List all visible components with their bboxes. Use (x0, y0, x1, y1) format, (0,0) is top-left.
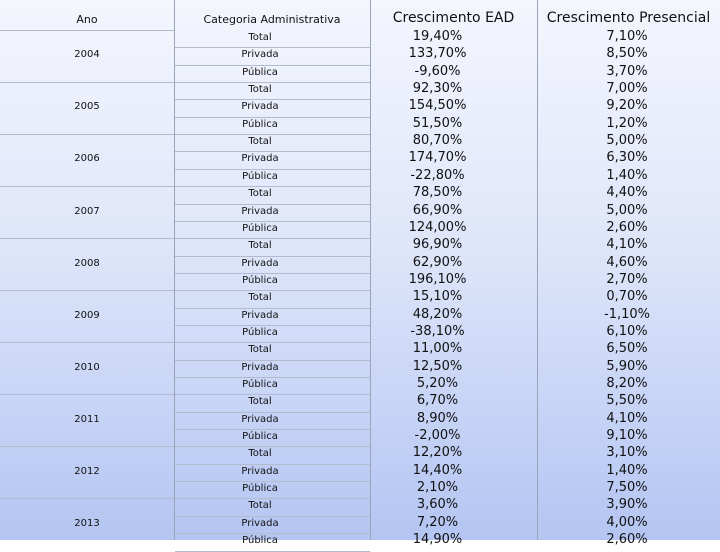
presencial-growth-cell: 0,70% (606, 289, 648, 305)
ead-growth-cell: 7,20% (416, 514, 459, 530)
row-divider (175, 446, 370, 447)
ead-growth-cell: 78,50% (412, 185, 463, 201)
ead-growth-cell: -9,60% (414, 63, 461, 79)
year-cell: 2011 (74, 413, 100, 425)
presencial-growth-cell: 2,70% (606, 271, 648, 287)
row-divider (175, 47, 370, 48)
row-divider (175, 290, 370, 291)
ead-growth-cell: 92,30% (412, 81, 463, 97)
ead-growth-cell: 51,50% (412, 115, 463, 131)
category-cell: Total (248, 240, 272, 252)
presencial-growth-cell: 8,20% (606, 376, 648, 391)
ead-growth-cell: 133,70% (408, 46, 467, 62)
header-crescimento-presencial: Crescimento Presencial (546, 10, 711, 26)
presencial-growth-cell: 4,10% (606, 410, 648, 426)
ead-growth-cell: 19,40% (412, 29, 463, 44)
ead-growth-cell: -38,10% (410, 323, 465, 339)
presencial-growth-cell: 1,40% (606, 167, 648, 183)
ead-growth-cell: 11,00% (412, 341, 463, 357)
year-group-divider (0, 238, 174, 239)
row-divider (175, 204, 370, 205)
year-cell: 2008 (74, 257, 100, 269)
presencial-growth-cell: 4,40% (606, 185, 648, 201)
ead-growth-cell: 124,00% (408, 219, 467, 235)
row-divider (175, 516, 370, 517)
category-cell: Privada (241, 465, 279, 477)
presencial-growth-cell: -1,10% (604, 306, 650, 322)
presencial-growth-cell: 4,00% (606, 514, 648, 530)
row-divider (175, 151, 370, 152)
category-cell: Pública (242, 222, 278, 234)
row-divider (175, 342, 370, 343)
year-cell: 2010 (74, 361, 100, 373)
category-cell: Privada (241, 257, 279, 269)
category-cell: Total (248, 448, 272, 460)
ead-growth-cell: 15,10% (412, 289, 463, 305)
row-divider (175, 325, 370, 326)
ead-growth-cell: 8,90% (416, 410, 459, 426)
category-cell: Pública (242, 431, 278, 443)
category-cell: Privada (241, 413, 279, 425)
category-cell: Pública (242, 326, 278, 338)
category-cell: Pública (242, 118, 278, 130)
presencial-growth-cell: 5,00% (606, 133, 648, 149)
presencial-growth-cell: 4,10% (606, 237, 648, 253)
ead-growth-cell: 96,90% (412, 237, 463, 253)
category-cell: Privada (241, 101, 279, 113)
presencial-growth-cell: 7,50% (606, 480, 648, 496)
year-group-divider (0, 342, 174, 343)
category-cell: Pública (242, 274, 278, 286)
ead-growth-cell: 12,20% (412, 445, 463, 461)
category-cell: Total (248, 292, 272, 304)
year-cell: 2005 (74, 101, 100, 113)
category-cell: Pública (242, 483, 278, 495)
presencial-growth-cell: 6,50% (606, 341, 648, 357)
category-cell: Pública (242, 379, 278, 390)
year-group-divider (0, 290, 174, 291)
row-divider (175, 412, 370, 413)
category-cell: Total (248, 84, 272, 96)
year-cell: 2004 (74, 49, 100, 61)
row-divider (175, 99, 370, 100)
ead-growth-cell: 3,60% (416, 497, 459, 513)
row-divider (175, 551, 370, 552)
ead-growth-cell: 5,20% (416, 376, 459, 391)
year-group-divider (0, 446, 174, 447)
row-divider (175, 360, 370, 361)
ead-growth-cell: 12,50% (412, 358, 463, 374)
year-group-divider (0, 134, 174, 135)
category-cell: Total (248, 396, 272, 408)
row-divider (175, 134, 370, 135)
ead-growth-cell: 174,70% (408, 150, 467, 166)
row-divider (175, 169, 370, 170)
row-divider (175, 186, 370, 187)
category-cell: Pública (242, 170, 278, 182)
row-divider (175, 429, 370, 430)
presencial-growth-cell: 3,70% (606, 63, 648, 79)
year-group-divider (0, 186, 174, 187)
row-divider (175, 117, 370, 118)
ead-growth-cell: 196,10% (408, 271, 467, 287)
presencial-growth-cell: 1,40% (606, 462, 648, 478)
year-cell: 2006 (74, 153, 100, 165)
ead-growth-cell: 6,70% (416, 393, 459, 409)
header-categoria: Categoria Administrativa (203, 13, 341, 26)
row-divider (175, 308, 370, 309)
year-cell: 2007 (74, 205, 100, 217)
year-group-divider (0, 498, 174, 499)
category-cell: Total (248, 136, 272, 148)
presencial-growth-cell: 3,10% (606, 445, 648, 461)
row-divider (175, 533, 370, 534)
category-cell: Privada (241, 49, 279, 61)
row-divider (175, 273, 370, 274)
row-divider (175, 394, 370, 395)
ead-growth-cell: 66,90% (412, 202, 463, 218)
category-cell: Total (248, 344, 272, 356)
presencial-growth-cell: 1,20% (606, 115, 648, 131)
row-divider (175, 498, 370, 499)
year-group-divider (0, 30, 174, 31)
row-divider (175, 65, 370, 66)
presencial-growth-cell: 9,10% (606, 428, 648, 444)
presencial-growth-cell: 8,50% (606, 46, 648, 62)
year-cell: 2012 (74, 465, 100, 477)
ead-growth-cell: 48,20% (412, 306, 463, 322)
presencial-growth-cell: 5,00% (606, 202, 648, 218)
row-divider (175, 82, 370, 83)
category-cell: Privada (241, 205, 279, 217)
ead-growth-cell: 2,10% (416, 480, 459, 496)
row-divider (175, 481, 370, 482)
row-divider (175, 464, 370, 465)
presencial-growth-cell: 9,20% (606, 98, 648, 114)
category-cell: Total (248, 188, 272, 200)
year-group-divider (0, 394, 174, 395)
presencial-growth-cell: 4,60% (606, 254, 648, 270)
category-cell: Privada (241, 309, 279, 321)
category-cell: Privada (241, 153, 279, 165)
row-divider (175, 221, 370, 222)
category-cell: Pública (242, 535, 278, 547)
presencial-growth-cell: 2,60% (606, 532, 648, 548)
ead-growth-cell: -22,80% (410, 167, 465, 183)
category-cell: Total (248, 32, 272, 43)
category-cell: Privada (241, 361, 279, 373)
year-cell: 2013 (74, 517, 100, 529)
category-cell: Total (248, 500, 272, 512)
ead-growth-cell: 154,50% (408, 98, 467, 114)
category-cell: Privada (241, 517, 279, 529)
row-divider (175, 377, 370, 378)
presencial-growth-cell: 2,60% (606, 219, 648, 235)
presencial-growth-cell: 6,10% (606, 323, 648, 339)
ead-growth-cell: 80,70% (412, 133, 463, 149)
ead-growth-cell: -2,00% (414, 428, 461, 444)
presencial-growth-cell: 7,00% (606, 81, 648, 97)
header-ano: Ano (76, 13, 98, 26)
ead-growth-cell: 14,40% (412, 462, 463, 478)
presencial-growth-cell: 7,10% (606, 29, 648, 44)
category-cell: Pública (242, 66, 278, 78)
presencial-growth-cell: 3,90% (606, 497, 648, 513)
presencial-growth-cell: 6,30% (606, 150, 648, 166)
presencial-growth-cell: 5,90% (606, 358, 648, 374)
presencial-growth-cell: 5,50% (606, 393, 648, 409)
header-crescimento-ead: Crescimento EAD (392, 10, 515, 26)
row-divider (175, 238, 370, 239)
ead-growth-cell: 14,90% (412, 532, 463, 548)
year-group-divider (0, 82, 174, 83)
row-divider (175, 256, 370, 257)
ead-growth-cell: 62,90% (412, 254, 463, 270)
year-cell: 2009 (74, 309, 100, 321)
